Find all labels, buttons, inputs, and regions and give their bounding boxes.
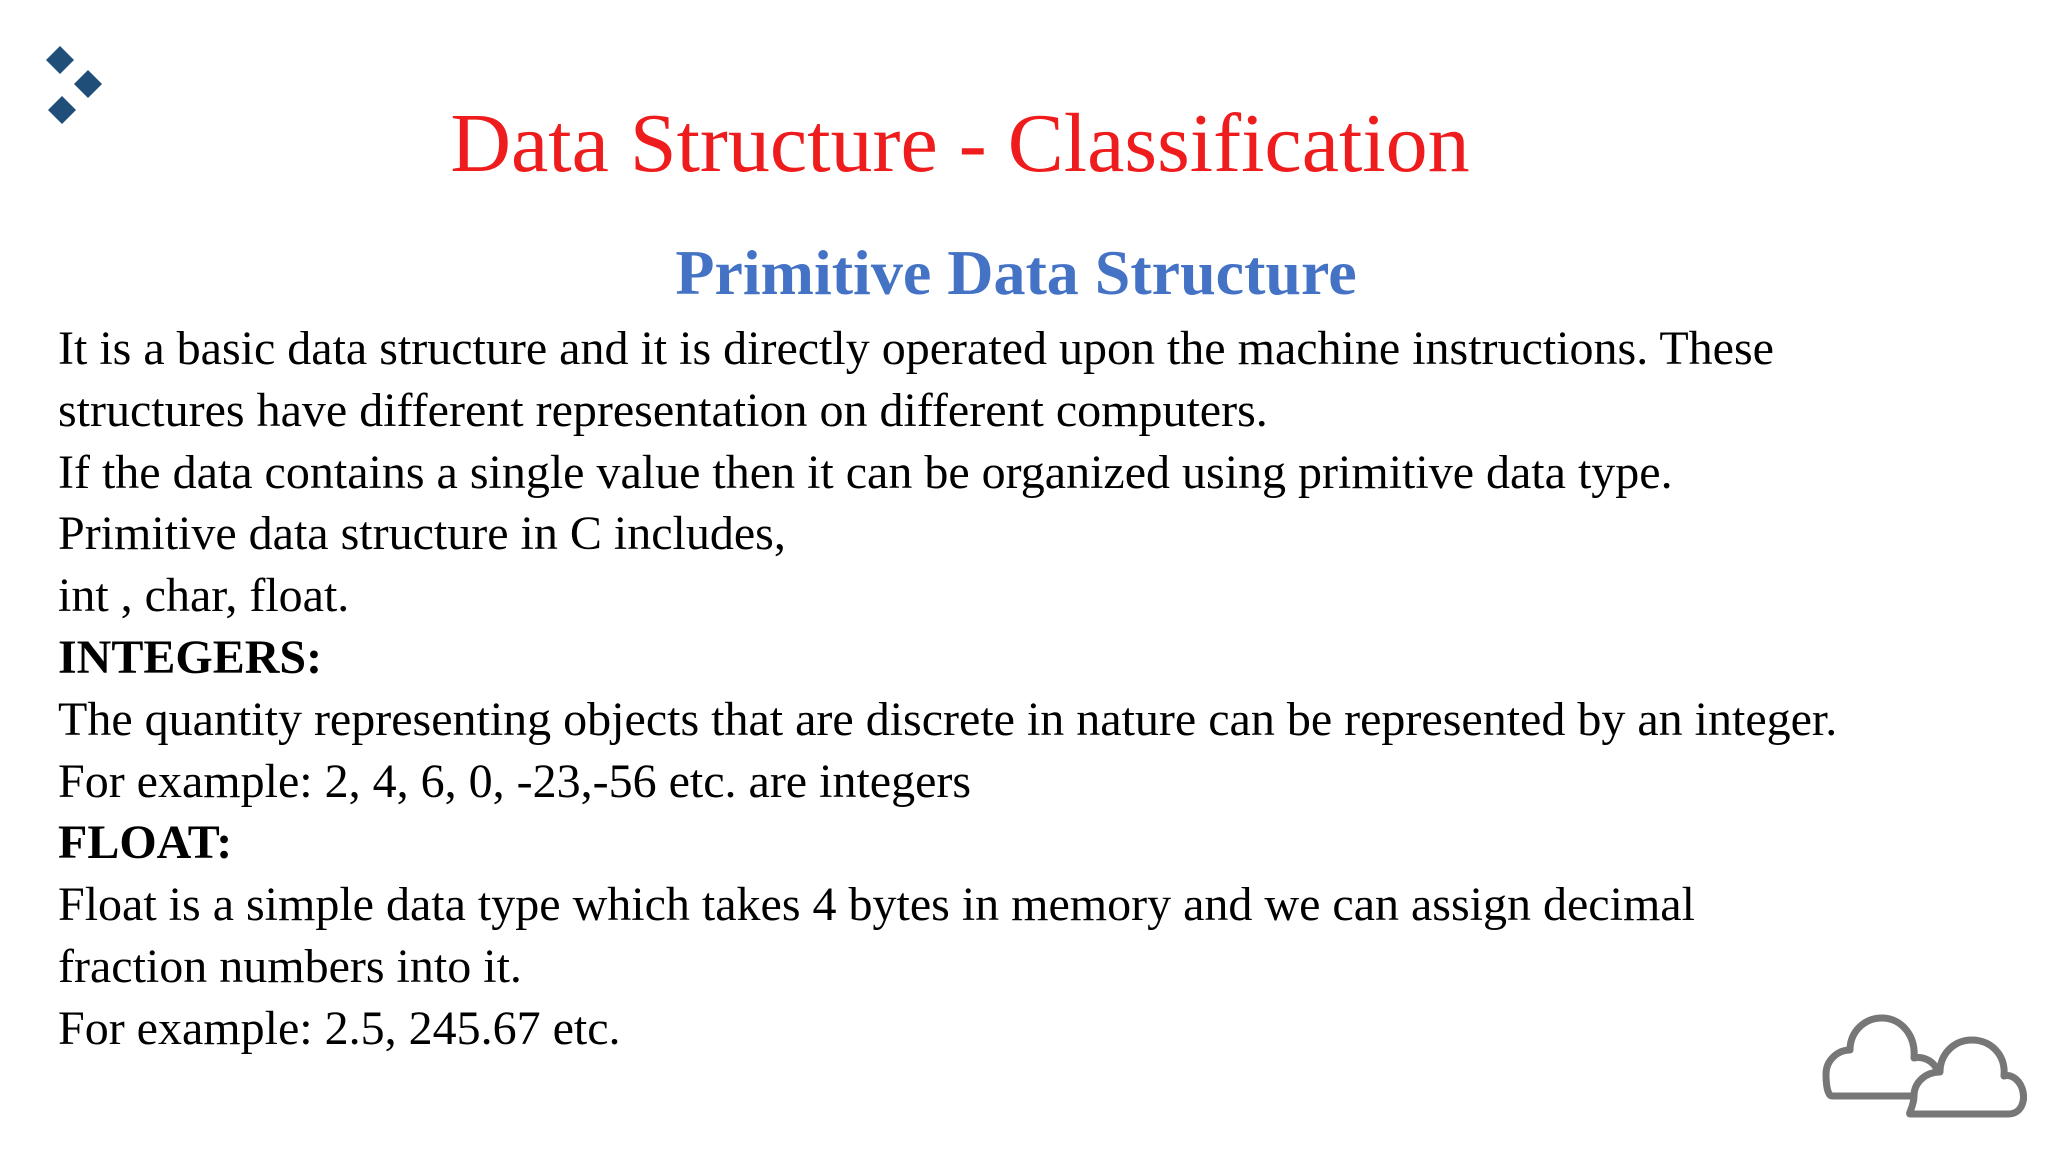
- body-line: int , char, float.: [58, 569, 350, 623]
- body-line: The quantity representing objects that are discrete in nature can be represented by an integer.: [58, 692, 1838, 746]
- slide-title: Data Structure - Classification: [450, 97, 1470, 190]
- body-line: For example: 2, 4, 6, 0, -23,-56 etc. are integers: [58, 754, 972, 808]
- two-clouds-icon: [1818, 1000, 2030, 1120]
- body-line: Primitive data structure in C includes,: [58, 507, 786, 561]
- float-heading: FLOAT:: [58, 816, 233, 870]
- body-line: Float is a simple data type which takes 4 bytes in memory and we can assign decimal: [58, 878, 1695, 932]
- slide-body: [58, 318, 2018, 1060]
- body-line: structures have different representation on different computers.: [58, 383, 1268, 437]
- body-line: For example: 2.5, 245.67 etc.: [58, 1001, 621, 1055]
- slide-subtitle: Primitive Data Structure: [675, 237, 1357, 308]
- integers-heading: INTEGERS:: [58, 630, 323, 684]
- body-line: fraction numbers into it.: [58, 939, 522, 993]
- body-line: It is a basic data structure and it is directly operated upon the machine instructions. These: [58, 322, 1774, 375]
- body-line: If the data contains a single value then it can be organized using primitive data type.: [58, 445, 1673, 499]
